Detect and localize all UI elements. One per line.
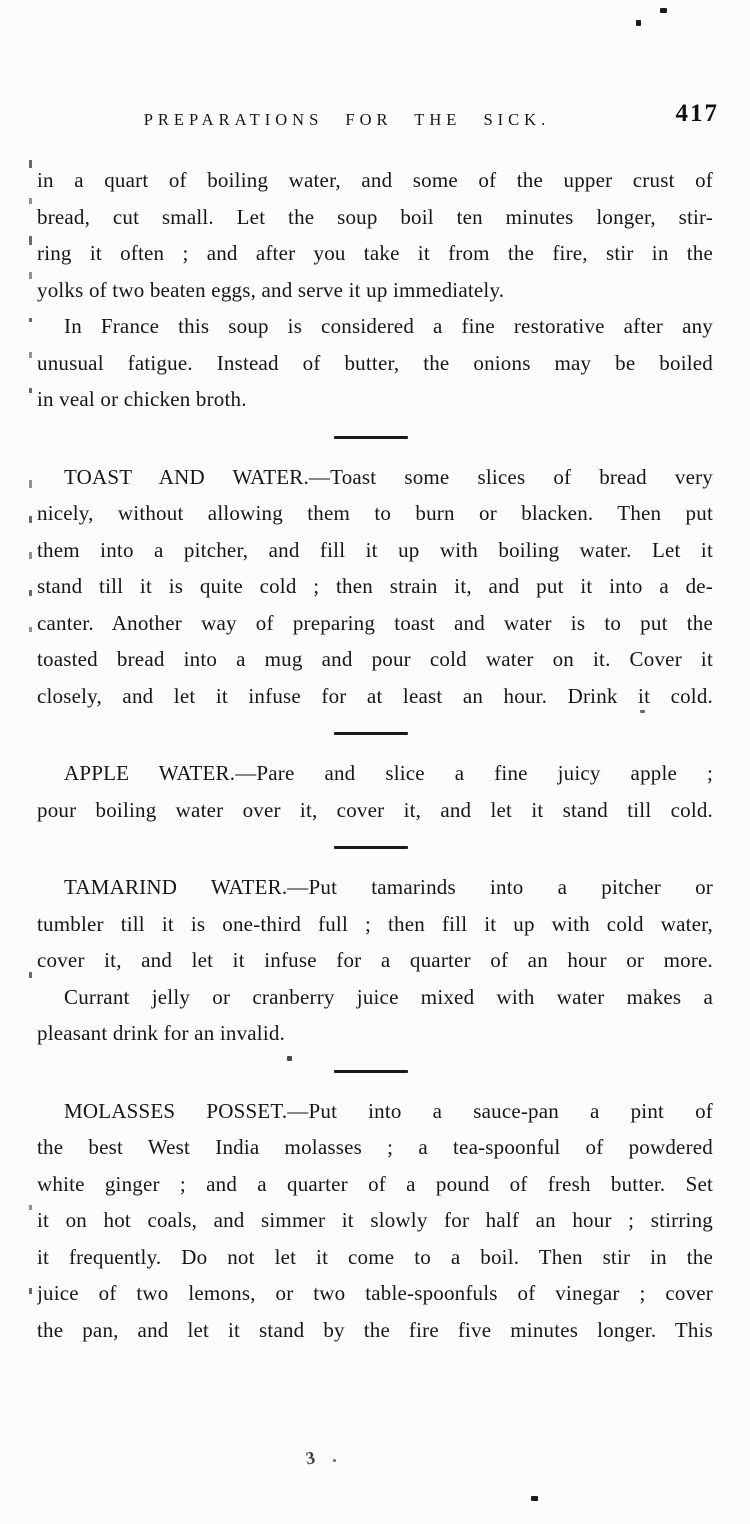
page-content: [37, 162, 713, 1348]
gutter-mark: [29, 516, 32, 523]
text-line: in veal or chicken broth.: [37, 387, 247, 411]
text-line: pour boiling water over it, cover it, and let it stand till cold.: [37, 797, 713, 822]
text-line: it frequently. Do not let it come to a boil. Then stir in the: [37, 1244, 713, 1269]
section-divider: [334, 732, 408, 735]
text-line: ring it often ; and after you take it from the fire, stir in the: [37, 241, 713, 265]
paragraph: [37, 308, 713, 418]
text-line: pleasant drink for an invalid.: [37, 1021, 286, 1045]
paragraph: [37, 1093, 713, 1349]
text-line: nicely, without allowing them to burn or blacken. Then put: [37, 501, 713, 525]
text-line: in a quart of boiling water, and some of the upper crust of: [37, 168, 713, 192]
text-line: stand till it is quite cold ; then strain it, and put it into a de-: [37, 574, 713, 598]
gutter-mark: [29, 388, 32, 393]
text-line: tumbler till it is one-third full ; then fill it up with cold water,: [37, 911, 713, 936]
scan-speck: [636, 20, 641, 26]
text-line: TAMARIND WATER.—Put tamarinds into a pitcher or: [64, 875, 713, 899]
text-line: unusual fatigue. Instead of butter, the onions may be boiled: [37, 350, 713, 375]
gutter-mark: [29, 318, 32, 322]
page-number: 417: [675, 100, 719, 127]
paragraph: [37, 979, 713, 1052]
text-line: In France this soup is considered a fine restorative after any: [64, 314, 713, 338]
text-line: Currant jelly or cranberry juice mixed with water makes a: [64, 984, 713, 1009]
scan-speck: [531, 1496, 538, 1501]
text-line: them into a pitcher, and fill it up with boiling water. Let it: [37, 537, 713, 562]
section-divider: [334, 846, 408, 849]
scan-speck: [660, 8, 667, 13]
text-line: toasted bread into a mug and pour cold water on it. Cover it: [37, 647, 713, 671]
paragraph: [37, 869, 713, 979]
gutter-mark: [29, 1288, 32, 1294]
gutter-mark: [29, 552, 32, 559]
gutter-mark: [29, 352, 32, 358]
text-line: the pan, and let it stand by the fire five minutes longer. This: [37, 1317, 713, 1342]
paragraph: [37, 162, 713, 308]
signature-mark: 3: [304, 1447, 317, 1469]
text-line: canter. Another way of preparing toast and water is to put the: [37, 610, 713, 635]
text-line: yolks of two beaten eggs, and serve it up immediately.: [37, 277, 505, 302]
text-line: MOLASSES POSSET.—Put into a sauce-pan a pint of: [64, 1098, 713, 1123]
gutter-mark: [29, 480, 32, 488]
text-line: it on hot coals, and simmer it slowly for half an hour ; stirring: [37, 1208, 713, 1232]
text-line: cover it, and let it infuse for a quarter of an hour or more.: [37, 948, 713, 972]
text-line: TOAST AND WATER.—Toast some slices of bread very: [64, 464, 713, 489]
gutter-mark: [29, 590, 32, 596]
section-divider: [334, 1070, 408, 1073]
section-divider: [334, 436, 408, 439]
gutter-mark: [29, 1205, 32, 1210]
scan-speck: [287, 1056, 292, 1061]
gutter-mark: [29, 160, 32, 168]
text-line: juice of two lemons, or two table-spoonfuls of vinegar ; cover: [37, 1281, 713, 1305]
gutter-mark: [29, 627, 32, 632]
text-line: white ginger ; and a quarter of a pound of fresh butter. Set: [37, 1171, 713, 1196]
gutter-mark: [29, 198, 32, 204]
running-title: PREPARATIONS FOR THE SICK.: [143, 110, 551, 129]
scan-speck: [333, 1459, 336, 1462]
gutter-mark: [29, 236, 32, 245]
paragraph: [37, 755, 713, 828]
scan-speck: [640, 710, 645, 713]
text-line: the best West India molasses ; a tea-spoonful of powdered: [37, 1135, 713, 1159]
paragraph: [37, 459, 713, 715]
page-header: [37, 0, 719, 142]
gutter-mark: [29, 972, 32, 978]
text-line: bread, cut small. Let the soup boil ten minutes longer, stir-: [37, 204, 713, 229]
gutter-mark: [29, 272, 32, 279]
text-line: APPLE WATER.—Pare and slice a fine juicy apple ;: [64, 761, 713, 785]
text-line: closely, and let it infuse for at least an hour. Drink it cold.: [37, 683, 713, 708]
